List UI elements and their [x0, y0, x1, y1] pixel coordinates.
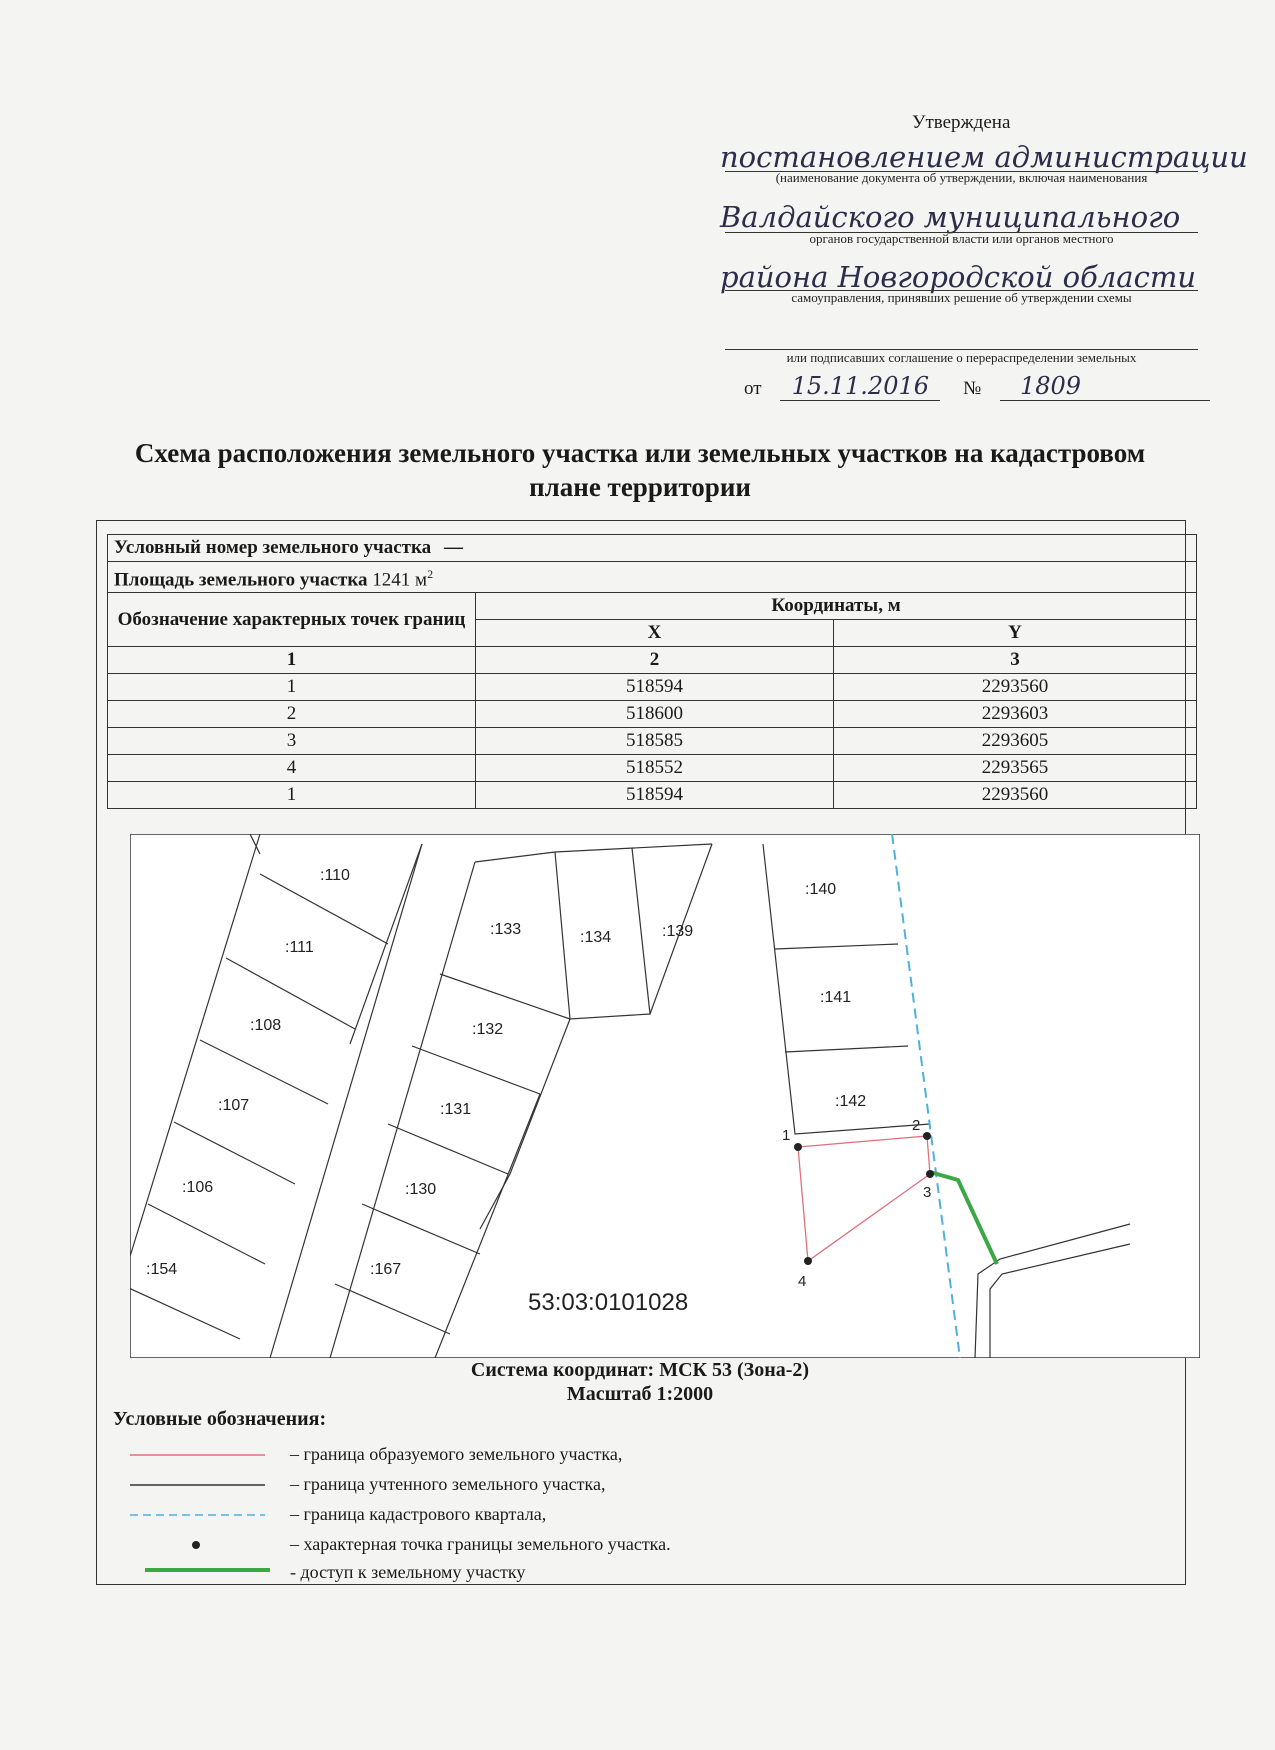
black-line-symbol — [130, 1472, 270, 1498]
table-row — [108, 782, 1197, 809]
point-label: 3 — [923, 1184, 932, 1201]
table-row — [108, 755, 1197, 782]
caption-authority: органов государственной власти или органов местного — [809, 231, 1114, 246]
parcel-label: :110 — [320, 867, 350, 884]
dot-symbol — [130, 1532, 270, 1558]
parcel-label: :141 — [820, 989, 852, 1006]
handwritten-authority-1: Валдайского муниципального — [720, 200, 1181, 234]
area-cell — [108, 562, 1197, 593]
parcel-label: :111 — [285, 939, 314, 956]
caption-agreement: или подписавших соглашение о перераспределении земельных — [786, 350, 1137, 365]
x-cell: 518552 — [476, 755, 834, 782]
legend-text: – граница кадастрового квартала, — [290, 1504, 547, 1524]
x-header: X — [476, 620, 834, 647]
number-sign: № — [963, 378, 982, 399]
handwritten-doc-name: постановлением администрации — [720, 140, 1248, 174]
plot-number-label: Условный номер земельного участка — [114, 537, 432, 558]
plot-number-value: — — [443, 537, 463, 558]
parcel-label: :154 — [146, 1261, 178, 1278]
y-cell: 2293565 — [834, 755, 1197, 782]
col-number-3: 3 — [834, 647, 1197, 674]
parcel-label: :108 — [250, 1017, 282, 1034]
point-label: 1 — [782, 1127, 791, 1144]
parcel-label: :130 — [405, 1181, 437, 1198]
point-label: 4 — [798, 1273, 807, 1290]
coordinates-table — [107, 534, 1197, 809]
boundary-point-4 — [804, 1257, 812, 1265]
y-header: Y — [834, 620, 1197, 647]
date-prefix: от — [744, 378, 762, 399]
x-cell: 518594 — [476, 674, 834, 701]
parcel-label: :167 — [370, 1261, 402, 1278]
boundary-point-3 — [926, 1170, 934, 1178]
col-number-1: 1 — [108, 647, 476, 674]
point-label: 2 — [912, 1117, 921, 1134]
approved-label: Утверждена — [912, 112, 1011, 133]
legend-title: Условные обозначения: — [113, 1408, 327, 1430]
y-cell: 2293560 — [834, 674, 1197, 701]
y-cell: 2293603 — [834, 701, 1197, 728]
x-cell: 518594 — [476, 782, 834, 809]
parcel-label: :140 — [805, 881, 837, 898]
point-cell: 1 — [108, 674, 476, 701]
area-label: Площадь земельного участка — [114, 569, 368, 591]
date-number-row — [744, 372, 1210, 401]
red-line-symbol — [130, 1442, 270, 1468]
legend-item — [130, 1560, 830, 1586]
caption-self-government: самоуправления, принявших решение об утверждении схемы — [791, 290, 1132, 305]
legend-item — [130, 1472, 830, 1498]
point-cell: 1 — [108, 782, 476, 809]
y-cell: 2293560 — [834, 782, 1197, 809]
parcel-label: :131 — [440, 1101, 472, 1118]
handwritten-authority-2: района Новгородской области — [720, 260, 1196, 294]
legend-text: – граница образуемого земельного участка, — [290, 1444, 623, 1464]
legend-item — [130, 1442, 830, 1468]
header-row — [108, 593, 1197, 620]
column-numbers-row — [108, 647, 1197, 674]
caption-doc-name: (наименование документа об утверждении, включая наименования — [775, 170, 1148, 185]
plot-number-cell — [108, 535, 1197, 562]
area-row — [108, 562, 1197, 593]
parcel-label: :142 — [835, 1093, 867, 1110]
parcel-label: :139 — [662, 923, 694, 940]
x-cell: 518600 — [476, 701, 834, 728]
map-scale: Масштаб 1:2000 — [566, 1383, 714, 1405]
table-row — [108, 701, 1197, 728]
point-cell: 4 — [108, 755, 476, 782]
table-row — [108, 728, 1197, 755]
area-unit-sup: 2 — [427, 567, 434, 581]
legend-text: – граница учтенного земельного участка, — [290, 1474, 606, 1494]
page-title: Схема расположения земельного участка или земельных участков на кадастровом плане территории — [134, 438, 1146, 502]
parcel-label: :134 — [580, 929, 612, 946]
col-number-2: 2 — [476, 647, 834, 674]
handwritten-number: 1809 — [1000, 372, 1210, 401]
x-cell: 518585 — [476, 728, 834, 755]
blue-dashed-line-symbol — [130, 1502, 270, 1528]
legend-item — [130, 1502, 830, 1528]
coords-header: Координаты, м — [476, 593, 1197, 620]
map-footer — [300, 1358, 980, 1406]
boundary-point-1 — [794, 1143, 802, 1151]
point-cell: 2 — [108, 701, 476, 728]
cadastral-map — [130, 834, 1200, 1358]
parcel-label: :106 — [182, 1179, 214, 1196]
plot-number-row — [108, 535, 1197, 562]
area-value: 1241 м — [372, 569, 428, 591]
y-cell: 2293605 — [834, 728, 1197, 755]
parcel-label: :107 — [218, 1097, 250, 1114]
map-frame — [130, 834, 1200, 1358]
coordinate-system: Система координат: МСК 53 (Зона-2) — [470, 1359, 810, 1381]
legend-text: – характерная точка границы земельного участка. — [290, 1534, 671, 1554]
points-header: Обозначение характерных точек границ — [108, 593, 476, 647]
parcel-label: :132 — [472, 1021, 504, 1038]
boundary-point-2 — [923, 1132, 931, 1140]
green-line-symbol — [130, 1560, 270, 1586]
legend-item — [130, 1532, 830, 1558]
table-row — [108, 674, 1197, 701]
quarter-label: 53:03:0101028 — [528, 1289, 689, 1316]
point-cell: 3 — [108, 728, 476, 755]
handwritten-date: 15.11.2016 — [780, 372, 940, 401]
parcel-label: :133 — [490, 921, 522, 938]
legend-text: - доступ к земельному участку — [290, 1562, 526, 1582]
